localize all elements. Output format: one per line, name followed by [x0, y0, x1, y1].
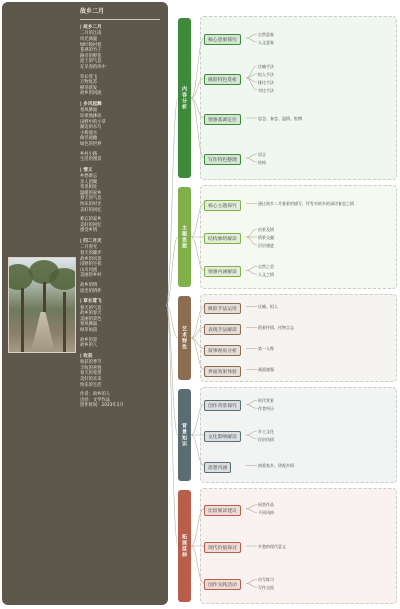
outline-line: 春天的希望 [80, 371, 102, 377]
outline-line: 草长莺飞 [80, 74, 98, 80]
leaf-node[interactable]: 自然之美 [258, 263, 274, 269]
outline-line: 绿叶映衬着 [80, 42, 102, 48]
subtopic-node[interactable]: 表现手法解读 [204, 324, 241, 335]
outline-line: 美丽的乡村 [80, 273, 102, 279]
outline-line: 乡愁难忘 [80, 174, 98, 180]
outline-line: 丰收的喜悦 [80, 365, 102, 371]
outline-line: 故乡的春天 [80, 311, 102, 317]
subtopic-node[interactable]: 现代价值探讨 [204, 542, 241, 553]
outline-line: 春天的气息 [80, 305, 102, 311]
subtopic-node[interactable]: 叙事视角分析 [204, 345, 241, 356]
leaf-node[interactable]: 不同风格 [258, 510, 274, 516]
leaf-node[interactable]: 热爱家乡，珍视乡情 [258, 463, 294, 469]
leaf-node[interactable]: 作者经历 [258, 405, 274, 411]
subtopic-node[interactable]: 思想内涵 [204, 462, 231, 473]
subtopic-node[interactable]: 情感基调定位 [204, 114, 241, 125]
outline-line: 思念的情怀 [80, 288, 102, 294]
leaf-node[interactable]: 比喻手法 [258, 63, 274, 69]
outline-line: 万物复苏 [80, 80, 98, 86]
outline-section-heading: | 四二月天 [80, 239, 102, 245]
leaf-node[interactable]: 思念、眷恋、温情、怅惘 [258, 115, 302, 121]
outline-line: 邻里相处 [80, 185, 98, 191]
outline-line: 故乡的河流 [80, 91, 102, 97]
outline-line: 故乡的人 [80, 343, 98, 349]
outline-line: 二月春光 [80, 245, 98, 251]
outline-line: 二月的江南 [80, 31, 102, 37]
outline-line: 湖边的水鸟 [80, 125, 102, 131]
leaf-node[interactable]: 层层递进 [258, 242, 274, 248]
outline-line: 美丽的景色 [80, 316, 102, 322]
outline-line: 泥土的气息 [80, 59, 102, 65]
subtopic-node[interactable]: 比较阅读建议 [204, 505, 241, 516]
leaf-node[interactable]: 乡土文化 [258, 428, 274, 434]
outline-line: 春风拂面 [80, 108, 98, 114]
outline-line: 春天的脚步 [80, 251, 102, 257]
subtopic-node[interactable]: 写作特色整理 [204, 154, 241, 165]
leaf-node[interactable]: 借景抒情、托物言志 [258, 325, 294, 330]
leaf-node[interactable]: 排比手法 [258, 79, 274, 85]
center-node: 中 [158, 302, 164, 308]
outline-section-heading: | 草长莺飞 [80, 299, 102, 305]
leaf-node[interactable]: 民俗风情 [258, 436, 274, 442]
outline-line: 小桥流水 [80, 130, 98, 136]
outline-line: 春风拂面 [80, 322, 98, 328]
outline-section-heading: | 故乡二月 [80, 25, 102, 30]
outline-line: 乡村小路 [80, 151, 98, 157]
category-node[interactable]: 艺术特色 [178, 296, 191, 380]
connector-line [166, 305, 178, 546]
subtopic-node[interactable]: 创作实践活动 [204, 579, 241, 590]
outline-line: 亲人团聚 [80, 179, 98, 185]
outline-line: 路旁的野花 [80, 53, 102, 59]
leaf-node[interactable]: 写作交流 [258, 584, 274, 590]
leaf-node[interactable]: 语言 [258, 151, 266, 157]
panel-title: 故乡二月 [80, 8, 105, 15]
subtopic-node[interactable]: 界面效果体验 [204, 366, 241, 377]
outline-line: 故乡的情 [80, 283, 98, 288]
leaf-node[interactable]: 人文意象 [258, 39, 274, 45]
subtopic-node[interactable]: 文化影响解读 [204, 431, 241, 442]
subtopic-node[interactable]: 情感内涵解读 [204, 266, 241, 277]
outline-line: 快乐的时光 [80, 202, 102, 208]
leaf-node[interactable]: 比喻、拟人 [258, 304, 278, 309]
subtopic-node[interactable]: 创作背景探究 [204, 400, 241, 411]
outline-line: 田野中的小草 [80, 119, 106, 125]
leaf-node[interactable]: 同类作品 [258, 502, 274, 508]
leaf-node[interactable]: 对比手法 [258, 87, 274, 93]
leaf-node[interactable]: 乡愁的现代意义 [258, 543, 286, 549]
outline-line: 美好的未来 [80, 376, 102, 382]
outline-line: 难忘的家乡 [80, 217, 102, 223]
subtopic-node[interactable]: 修辞特色赏析 [204, 74, 241, 85]
leaf-node[interactable]: 人文之情 [258, 271, 274, 277]
outline-line: 温暖的家乡 [80, 190, 102, 196]
leaf-node[interactable]: 结构 [258, 159, 266, 165]
category-node[interactable]: 背景知识 [178, 389, 191, 481]
outline-line: 收获的季节 [80, 360, 102, 366]
outline-line: 田野的生机 [80, 262, 102, 268]
outline-line: 美好的回忆 [80, 207, 102, 213]
outline-section-heading: | 乡风起舞 [80, 101, 102, 107]
outline-line: 苍翠的竹子 [80, 48, 102, 54]
outline-line: 美好的回忆 [80, 222, 102, 228]
outline-footer-line: 创作时间：2023年2月 [80, 403, 124, 409]
outline-line: 感受乡情 [80, 228, 98, 234]
outline-footer-line: 作者：故乡的人 [80, 392, 111, 398]
subtopic-node[interactable]: 修辞手法运用 [204, 303, 241, 314]
outline-line: 绿草如茵 [80, 327, 98, 333]
outline-line: 故乡的景 [80, 337, 98, 343]
outline-section-heading: | 收获 [80, 353, 93, 359]
outline-line: 柳芽新发 [80, 85, 98, 91]
leaf-node[interactable]: 仿写练习 [258, 576, 274, 582]
subtopic-node[interactable]: 结构脉络解读 [204, 233, 241, 244]
category-node[interactable]: 内容分析 [178, 18, 191, 178]
outline-line: 轻柔地拂动 [80, 113, 102, 119]
leaf-node[interactable]: 画面感强 [258, 367, 274, 372]
category-node[interactable]: 拓展延伸 [178, 490, 191, 602]
leaf-node[interactable]: 通过故乡二月春景的描写，抒发对故乡的深切眷恋之情 [258, 201, 354, 207]
outline-line: 在早春的风中 [80, 64, 106, 70]
leaf-node[interactable]: 自然意象 [258, 31, 274, 37]
outline-line: 快乐的生活 [80, 382, 102, 388]
outline-section-heading: | 情义 [80, 167, 93, 173]
leaf-node[interactable]: 由景及情 [258, 226, 274, 232]
leaf-node[interactable]: 拟人手法 [258, 71, 274, 77]
leaf-node[interactable]: 时代背景 [258, 397, 274, 403]
leaf-node[interactable]: 情景交融 [258, 234, 274, 240]
subtopic-node[interactable]: 核心主题探究 [204, 200, 241, 211]
outline-line: 山川河流 [80, 267, 98, 273]
outline-line: 风光旖旎 [80, 37, 98, 42]
outline-line: 故乡的风景 [80, 256, 102, 262]
leaf-node[interactable]: 第一人称 [258, 346, 274, 351]
outline-line: 绿色的世界 [80, 141, 102, 147]
outline-line: 曲径通幽 [80, 136, 98, 142]
subtopic-node[interactable]: 核心意象探究 [204, 34, 241, 45]
outline-line: 生活的图景 [80, 157, 102, 163]
outline-footer-line: 出处：文学作品 [80, 397, 111, 403]
category-node[interactable]: 主题思想 [178, 187, 191, 287]
outline-line: 春天的气息 [80, 196, 102, 202]
